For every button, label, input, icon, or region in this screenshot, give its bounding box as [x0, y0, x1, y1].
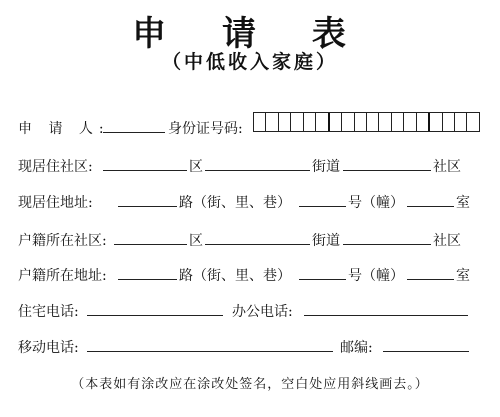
- current-room-field[interactable]: [407, 206, 454, 207]
- current-road-field[interactable]: [118, 206, 177, 207]
- current-number-field[interactable]: [299, 206, 346, 207]
- id-digit-cell[interactable]: [266, 113, 278, 131]
- id-digit-cell[interactable]: [443, 113, 455, 131]
- household-road-suffix: 路（街、里、巷）: [179, 268, 291, 284]
- id-digit-cell[interactable]: [355, 113, 367, 131]
- footer-note: （本表如有涂改应在涂改处签名，空白处应用斜线画去。）: [71, 377, 429, 392]
- current-community-suffix: 社区: [433, 159, 461, 175]
- id-digit-cell[interactable]: [367, 113, 379, 131]
- current-room-suffix: 室: [456, 195, 470, 211]
- postcode-field[interactable]: [383, 351, 469, 352]
- id-number-label: 身份证号码:: [168, 121, 243, 137]
- id-digit-cell[interactable]: [379, 113, 391, 131]
- id-digit-cell[interactable]: [455, 113, 467, 131]
- current-district-field[interactable]: [103, 170, 187, 171]
- home-phone-label: 住宅电话:: [18, 304, 79, 320]
- current-community-field[interactable]: [343, 170, 431, 171]
- household-street-field[interactable]: [205, 244, 310, 245]
- household-district-field[interactable]: [114, 244, 187, 245]
- mobile-phone-label: 移动电话:: [18, 340, 79, 356]
- household-number-suffix: 号（幢）: [348, 268, 404, 284]
- form-subtitle: （中低收入家庭）: [161, 51, 338, 73]
- applicant-name-field[interactable]: [103, 132, 165, 133]
- current-address-label: 现居住地址:: [18, 195, 93, 211]
- current-road-suffix: 路（街、里、巷）: [179, 195, 291, 211]
- office-phone-field[interactable]: [304, 315, 468, 316]
- id-digit-cell[interactable]: [254, 113, 266, 131]
- household-street-suffix: 街道: [312, 233, 340, 249]
- id-digit-cell[interactable]: [467, 113, 478, 131]
- household-community-label: 户籍所在社区:: [18, 233, 107, 249]
- household-number-field[interactable]: [299, 279, 346, 280]
- id-digit-cell[interactable]: [316, 113, 329, 131]
- postcode-label: 邮编:: [340, 340, 373, 356]
- mobile-phone-field[interactable]: [87, 351, 333, 352]
- id-number-grid[interactable]: [253, 112, 480, 132]
- household-room-suffix: 室: [456, 268, 470, 284]
- household-district-suffix: 区: [189, 233, 203, 249]
- id-digit-cell[interactable]: [279, 113, 291, 131]
- current-street-field[interactable]: [205, 170, 310, 171]
- form-title: 申 请 表: [132, 14, 368, 54]
- household-community-field[interactable]: [343, 244, 431, 245]
- current-community-label: 现居住社区:: [18, 159, 93, 175]
- applicant-label: 申 请 人:: [18, 121, 110, 137]
- id-digit-cell[interactable]: [417, 113, 430, 131]
- office-phone-label: 办公电话:: [232, 304, 293, 320]
- household-road-field[interactable]: [118, 279, 177, 280]
- id-digit-cell[interactable]: [304, 113, 316, 131]
- id-digit-cell[interactable]: [342, 113, 354, 131]
- id-digit-cell[interactable]: [291, 113, 303, 131]
- current-street-suffix: 街道: [312, 159, 340, 175]
- id-digit-cell[interactable]: [392, 113, 404, 131]
- id-digit-cell[interactable]: [430, 113, 442, 131]
- id-digit-cell[interactable]: [404, 113, 416, 131]
- id-digit-cell[interactable]: [330, 113, 342, 131]
- household-address-label: 户籍所在地址:: [18, 268, 107, 284]
- home-phone-field[interactable]: [87, 315, 223, 316]
- household-room-field[interactable]: [407, 279, 454, 280]
- current-number-suffix: 号（幢）: [348, 195, 404, 211]
- current-district-suffix: 区: [189, 159, 203, 175]
- household-community-suffix: 社区: [433, 233, 461, 249]
